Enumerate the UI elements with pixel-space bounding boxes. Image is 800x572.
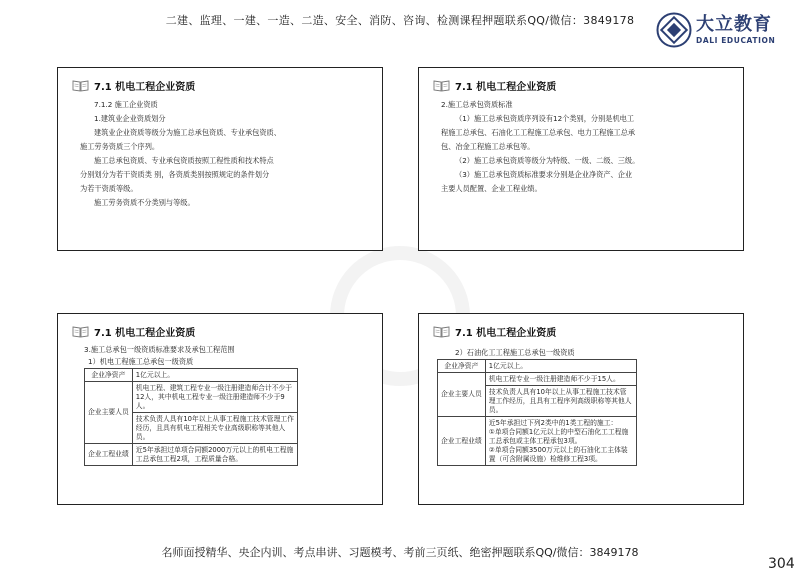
text-line: 主要人员配置、企业工程业绩。 — [441, 184, 542, 193]
section-heading: 7.1.2 施工企业资质 — [94, 100, 158, 109]
table-value: 技术负责人具有10年以上从事工程施工技术管理工作经历，且具有机电工程相关专业高级职称等其他人员。 — [132, 413, 297, 444]
table-value — [485, 417, 636, 466]
table-key: 企业工程业绩 — [85, 444, 133, 466]
table-row — [85, 444, 298, 466]
slide-title — [433, 78, 556, 93]
open-book-icon — [433, 326, 450, 338]
table-value-line: ①单项合同额1亿元以上的中型石油化工工程施工总承包或主体工程承包3项。 — [488, 427, 629, 445]
table-value: 1亿元以上。 — [132, 369, 297, 382]
page-number: 304 — [768, 556, 795, 572]
open-book-icon — [72, 80, 89, 92]
table-row — [438, 373, 637, 386]
table-value-line: ②单项合同额3500万元以上的石油化工主体装置（可含附属设施）检维修工程3项。 — [488, 445, 628, 463]
open-book-icon — [433, 80, 450, 92]
slide-body — [80, 98, 368, 210]
text-line: 程施工总承包、石油化工工程施工总承包、电力工程施工总承 — [441, 128, 636, 137]
text-line: 分别划分为若干资质类 别，各资质类别按照规定的条件划分 — [80, 170, 270, 179]
table-title: 1）机电工程施工总承包一级资质 — [88, 357, 194, 366]
dali-logo-icon — [656, 12, 692, 48]
slide-4 — [418, 313, 744, 505]
slide-body — [441, 98, 729, 196]
table-value: 近5年承担过单项合同额2000万元以上的机电工程施工总承包工程2项，工程质量合格。 — [132, 444, 297, 466]
table-value: 1亿元以上。 — [485, 360, 636, 373]
slide-3 — [57, 313, 383, 505]
slide-title-text: 7.1 机电工程企业资质 — [455, 82, 557, 93]
header-courses: 二建、监理、一建、一造、二造、安全、消防、咨询、检测课程押题联系QQ/微信：3849178 — [165, 14, 635, 27]
slide-1 — [57, 67, 383, 251]
slide-body — [437, 347, 729, 466]
text-line: 1.建筑业企业资质划分 — [94, 114, 166, 123]
slide-title — [433, 324, 556, 339]
text-line: （2）施工总承包资质等级分为特级、一级、二级、三级。 — [455, 156, 640, 165]
text-line: 包、冶金工程施工总承包等。 — [441, 142, 535, 151]
text-line: （3）施工总承包资质标准要求分别是企业净资产、企业 — [455, 170, 633, 179]
table-value-line: 近5年承担过下列2类中的1类工程的施工： — [488, 418, 618, 427]
text-line: 施工劳务资质三个序列。 — [80, 142, 160, 151]
slide-title-text: 7.1 机电工程企业资质 — [455, 328, 557, 339]
slide-title-text: 7.1 机电工程企业资质 — [94, 82, 196, 93]
table-title: 2）石油化工工程施工总承包一级资质 — [455, 348, 575, 357]
section-heading: 3.施工总承包一级资质标准要求及承包工程范围 — [84, 345, 235, 354]
open-book-icon — [72, 326, 89, 338]
table-key: 企业净资产 — [85, 369, 133, 382]
table-row — [85, 369, 298, 382]
slide-title-text: 7.1 机电工程企业资质 — [94, 328, 196, 339]
slide-body — [84, 344, 368, 466]
table-row — [438, 417, 637, 466]
footer-courses: 名师面授精华、央企内训、考点串讲、习题模考、考前三页纸、绝密押题联系QQ/微信：3849178 — [161, 546, 639, 559]
table-key: 企业工程业绩 — [438, 417, 486, 466]
text-line: 施工总承包资质、专业承包资质按照工程性质和技术特点 — [94, 156, 274, 165]
text-line: 施工劳务资质不分类别与等级。 — [94, 198, 195, 207]
logo-english: DALI EDUCATION — [696, 35, 776, 45]
section-heading: 2.施工总承包资质标准 — [441, 100, 513, 109]
table-row — [438, 360, 637, 373]
slide-title — [72, 78, 195, 93]
table-value: 机电工程专业一级注册建造师不少于15人。 — [485, 373, 636, 386]
logo-chinese: 大立教育 — [696, 13, 772, 35]
table-key: 企业主要人员 — [438, 373, 486, 417]
table-value: 机电工程、建筑工程专业一级注册建造师合计不少于12人，其中机电工程专业一级注册建造师不少于9人。 — [132, 382, 297, 413]
table-value: 技术负责人具有10年以上从事工程施工技术管理工作经历，且具有工程序列高级职称等其他人员。 — [485, 386, 636, 417]
table-key: 企业净资产 — [438, 360, 486, 373]
table-key: 企业主要人员 — [85, 382, 133, 444]
table-row — [85, 382, 298, 413]
slide-title — [72, 324, 195, 339]
text-line: （1）施工总承包资质序列设有12个类别，分别是机电工 — [455, 114, 635, 123]
slide-2 — [418, 67, 744, 251]
text-line: 建筑业企业资质等级分为施工总承包资质、专业承包资质、 — [94, 128, 281, 137]
dali-logo — [656, 12, 775, 48]
qualification-table — [437, 359, 637, 466]
qualification-table — [84, 368, 298, 466]
text-line: 为若干资质等级。 — [80, 184, 138, 193]
